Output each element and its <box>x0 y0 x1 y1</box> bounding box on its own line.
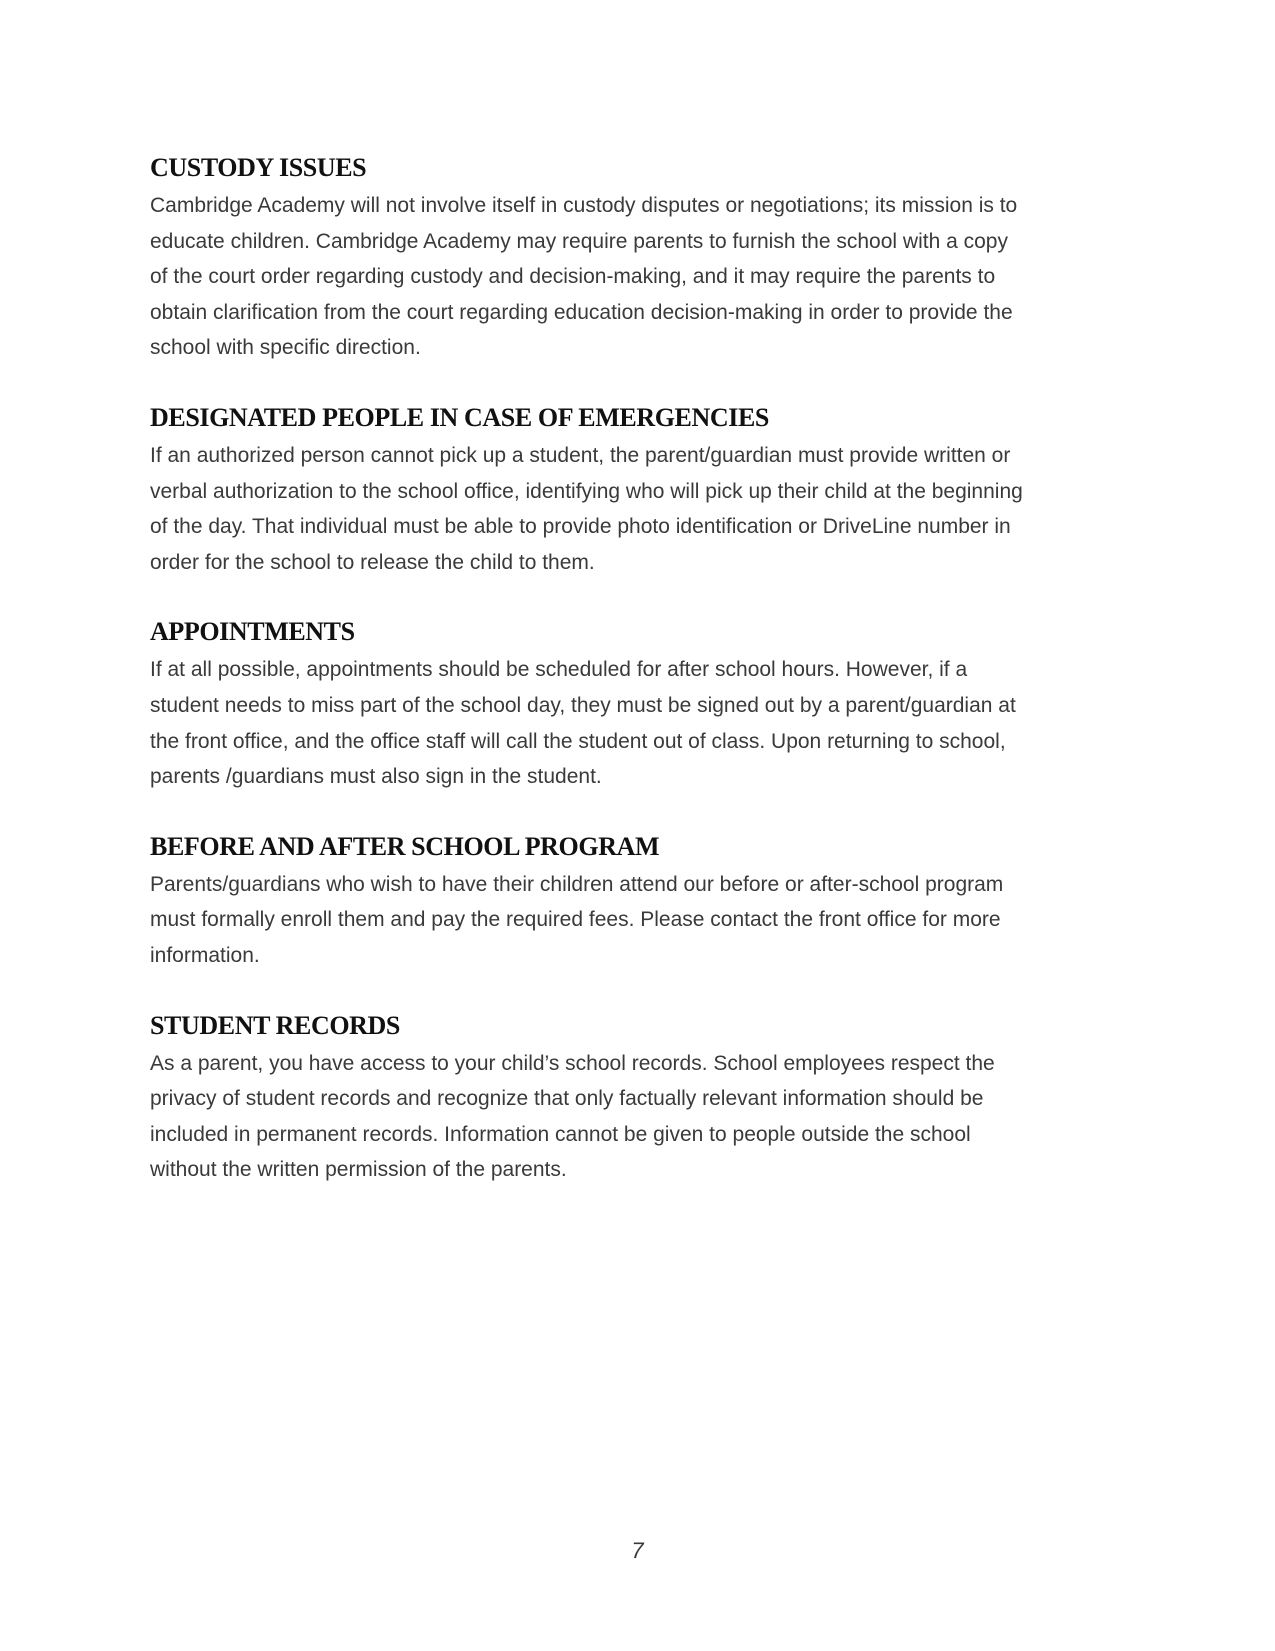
body-line: If an authorized person cannot pick up a student, the parent/guardian must provide written or <box>150 443 1011 467</box>
body-line: order for the school to release the child to them. <box>150 550 595 574</box>
body-line: parents /guardians must also sign in the student. <box>150 765 602 789</box>
section-heading: CUSTODY ISSUES <box>150 153 367 182</box>
section-body <box>150 188 1130 366</box>
body-line: educate children. Cambridge Academy may require parents to furnish the school with a copy <box>150 229 1008 253</box>
body-line: information. <box>150 943 260 967</box>
section-heading: APPOINTMENTS <box>150 617 355 647</box>
section-heading: STUDENT RECORDS <box>150 1010 400 1040</box>
body-line: included in permanent records. Information cannot be given to people outside the school <box>150 1122 971 1146</box>
body-line: without the written permission of the parents. <box>150 1158 567 1182</box>
body-line: verbal authorization to the school office, identifying who will pick up their child at the beginning <box>150 479 1023 503</box>
section-before-after-school <box>150 829 1130 974</box>
body-line: school with specific direction. <box>150 336 421 360</box>
body-line: Parents/guardians who wish to have their children attend our before or after-school program <box>150 872 1004 896</box>
body-line: must formally enroll them and pay the required fees. Please contact the front office for more <box>150 908 1001 932</box>
body-line: of the court order regarding custody and decision-making, and it may require the parents to <box>150 265 996 289</box>
body-line: If at all possible, appointments should be scheduled for after school hours. However, if a <box>150 658 968 682</box>
section-heading: DESIGNATED PEOPLE IN CASE OF EMERGENCIES <box>150 402 769 432</box>
section-body <box>150 652 1130 794</box>
section-body <box>150 1046 1130 1188</box>
body-line: student needs to miss part of the school day, they must be signed out by a parent/guardian at <box>150 693 1016 717</box>
section-appointments <box>150 614 1130 794</box>
body-line: obtain clarification from the court regarding education decision-making in order to provide the <box>150 300 1013 324</box>
body-line: Cambridge Academy will not involve itself in custody disputes or negotiations; its mission is to <box>150 194 1018 217</box>
section-body <box>150 867 1130 974</box>
body-line: As a parent, you have access to your child’s school records. School employees respect the <box>150 1051 995 1075</box>
section-heading: BEFORE AND AFTER SCHOOL PROGRAM <box>150 831 660 861</box>
section-body <box>150 438 1130 580</box>
section-student-records <box>150 1008 1130 1188</box>
section-designated-people <box>150 400 1130 580</box>
page-number: 7 <box>631 1538 644 1563</box>
body-line: the front office, and the office staff will call the student out of class. Upon returning to school, <box>150 729 1006 753</box>
body-line: privacy of student records and recognize that only factually relevant information should be <box>150 1087 984 1111</box>
section-custody-issues <box>150 150 1130 366</box>
body-line: of the day. That individual must be able to provide photo identification or DriveLine number in <box>150 515 1011 539</box>
page-content <box>150 150 1130 1188</box>
